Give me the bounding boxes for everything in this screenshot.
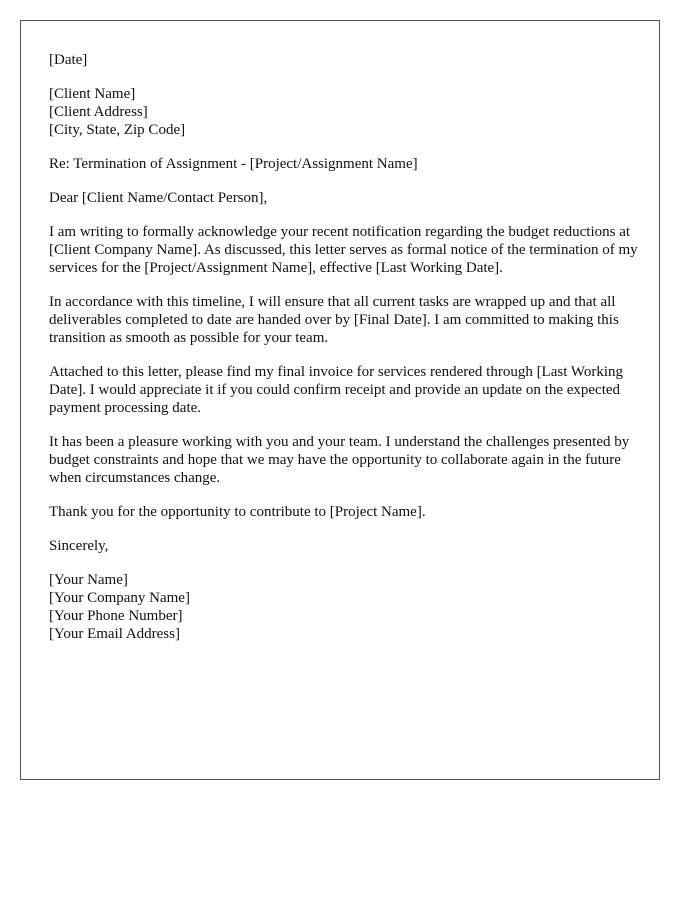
signature-phone: [Your Phone Number] — [49, 608, 183, 624]
letter-page — [20, 20, 660, 780]
recipient-city-state-zip: [City, State, Zip Code] — [49, 122, 186, 138]
signature-name: [Your Name] — [49, 572, 128, 588]
recipient-name: [Client Name] — [49, 86, 136, 102]
signature-company: [Your Company Name] — [49, 590, 190, 606]
letter-subject: Re: Termination of Assignment - [Project/Assignment Name] — [49, 156, 418, 172]
salutation-line — [49, 189, 641, 207]
letter-body — [49, 51, 641, 659]
paragraph-thanks: Thank you for the opportunity to contribute to [Project Name]. — [49, 504, 426, 520]
letter-closing: Sincerely, — [49, 538, 109, 554]
signature-email: [Your Email Address] — [49, 626, 180, 642]
paragraph-invoice: Attached to this letter, please find my final invoice for services rendered through [Last Working Date]. I would appreciate it if you could confirm receipt and provide an update on the expected payment processing date. — [49, 364, 623, 416]
signature-block — [49, 571, 641, 643]
letter-date: [Date] — [49, 52, 88, 68]
letter-salutation: Dear [Client Name/Contact Person], — [49, 190, 268, 206]
paragraph-transition: In accordance with this timeline, I will ensure that all current tasks are wrapped up and that all deliverables completed to date are handed over by [Final Date]. I am committed to making this transition as smooth as possible for your team. — [49, 294, 619, 346]
recipient-address — [49, 85, 641, 139]
paragraph-acknowledgement: I am writing to formally acknowledge your recent notification regarding the budget reductions at [Client Company Name]. As discussed, this letter serves as formal notice of the termination of my services for the [Project/Assignment Name], effective [Last Working Date]. — [49, 224, 638, 276]
paragraph-appreciation: It has been a pleasure working with you and your team. I understand the challenges presented by budget constraints and hope that we may have the opportunity to collaborate again in the future when circumstances change. — [49, 434, 630, 486]
closing-line — [49, 537, 641, 555]
recipient-address-line: [Client Address] — [49, 104, 148, 120]
subject-line — [49, 155, 641, 173]
date-line — [49, 51, 641, 69]
